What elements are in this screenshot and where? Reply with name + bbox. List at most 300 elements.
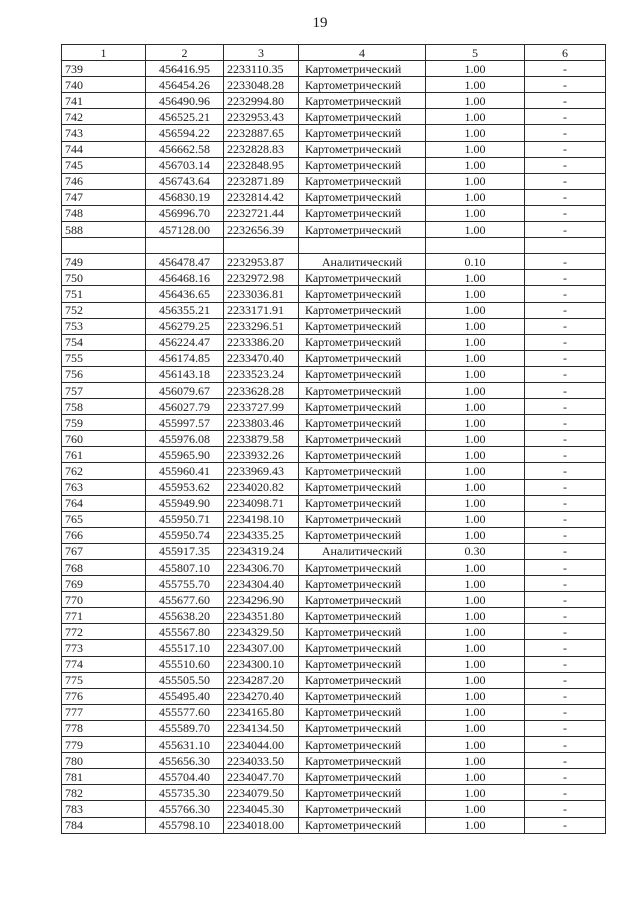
- note-cell: -: [525, 109, 606, 125]
- table-row: [62, 624, 606, 640]
- table-row: [62, 222, 606, 238]
- x-coordinate-cell: 456416.95: [146, 61, 224, 77]
- method-cell: Картометрический: [299, 447, 426, 463]
- note-cell: -: [525, 77, 606, 93]
- point-number-cell: 768: [62, 560, 146, 576]
- note-cell: -: [525, 479, 606, 495]
- y-coordinate-cell: 2233110.35: [224, 61, 299, 77]
- table-row: [62, 463, 606, 479]
- accuracy-cell: 1.00: [426, 527, 525, 543]
- note-cell: -: [525, 222, 606, 238]
- table-row: [62, 318, 606, 334]
- table-row: [62, 125, 606, 141]
- method-cell: Картометрический: [299, 205, 426, 221]
- y-coordinate-cell: 2232953.43: [224, 109, 299, 125]
- point-number-cell: 765: [62, 511, 146, 527]
- table-row: [62, 302, 606, 318]
- accuracy-cell: 1.00: [426, 109, 525, 125]
- y-coordinate-cell: 2234351.80: [224, 608, 299, 624]
- note-cell: -: [525, 592, 606, 608]
- x-coordinate-cell: 456143.18: [146, 366, 224, 382]
- table-row: [62, 495, 606, 511]
- x-coordinate-cell: 455631.10: [146, 737, 224, 753]
- method-cell: Картометрический: [299, 672, 426, 688]
- column-header: 1: [62, 45, 146, 61]
- y-coordinate-cell: 2234020.82: [224, 479, 299, 495]
- method-cell: Картометрический: [299, 157, 426, 173]
- table-row: [62, 141, 606, 157]
- point-number-cell: 749: [62, 254, 146, 270]
- point-number-cell: 782: [62, 785, 146, 801]
- accuracy-cell: 1.00: [426, 737, 525, 753]
- y-coordinate-cell: 2234329.50: [224, 624, 299, 640]
- y-coordinate-cell: 2232953.87: [224, 254, 299, 270]
- x-coordinate-cell: 455950.74: [146, 527, 224, 543]
- note-cell: -: [525, 511, 606, 527]
- point-number-cell: 588: [62, 222, 146, 238]
- column-header: 4: [299, 45, 426, 61]
- point-number-cell: 742: [62, 109, 146, 125]
- table-row: [62, 511, 606, 527]
- method-cell: Картометрический: [299, 350, 426, 366]
- table-row: [62, 608, 606, 624]
- point-number-cell: 774: [62, 656, 146, 672]
- point-number-cell: 780: [62, 753, 146, 769]
- x-coordinate-cell: 456703.14: [146, 157, 224, 173]
- y-coordinate-cell: 2232848.95: [224, 157, 299, 173]
- method-cell: Картометрический: [299, 576, 426, 592]
- y-coordinate-cell: 2233036.81: [224, 286, 299, 302]
- x-coordinate-cell: 455495.40: [146, 688, 224, 704]
- method-cell: Картометрический: [299, 302, 426, 318]
- accuracy-cell: 0.30: [426, 543, 525, 559]
- point-number-cell: 759: [62, 415, 146, 431]
- point-number-cell: 775: [62, 672, 146, 688]
- x-coordinate-cell: 456468.16: [146, 270, 224, 286]
- point-number-cell: 781: [62, 769, 146, 785]
- method-cell: Картометрический: [299, 495, 426, 511]
- point-number-cell: 763: [62, 479, 146, 495]
- note-cell: -: [525, 656, 606, 672]
- method-cell: Картометрический: [299, 527, 426, 543]
- note-cell: -: [525, 173, 606, 189]
- accuracy-cell: 1.00: [426, 656, 525, 672]
- accuracy-cell: 1.00: [426, 61, 525, 77]
- accuracy-cell: 1.00: [426, 720, 525, 736]
- note-cell: -: [525, 495, 606, 511]
- y-coordinate-cell: 2233386.20: [224, 334, 299, 350]
- x-coordinate-cell: 456662.58: [146, 141, 224, 157]
- accuracy-cell: 1.00: [426, 785, 525, 801]
- note-cell: -: [525, 543, 606, 559]
- note-cell: -: [525, 688, 606, 704]
- table-row: [62, 350, 606, 366]
- x-coordinate-cell: 455505.50: [146, 672, 224, 688]
- y-coordinate-cell: 2233296.51: [224, 318, 299, 334]
- x-coordinate-cell: 455798.10: [146, 817, 224, 833]
- accuracy-cell: 1.00: [426, 769, 525, 785]
- x-coordinate-cell: 455755.70: [146, 576, 224, 592]
- y-coordinate-cell: 2233628.28: [224, 382, 299, 398]
- x-coordinate-cell: 456355.21: [146, 302, 224, 318]
- x-coordinate-cell: 456436.65: [146, 286, 224, 302]
- table-row: [62, 399, 606, 415]
- table-row: [62, 640, 606, 656]
- method-cell: Картометрический: [299, 431, 426, 447]
- x-coordinate-cell: 456594.22: [146, 125, 224, 141]
- accuracy-cell: 1.00: [426, 205, 525, 221]
- point-number-cell: 769: [62, 576, 146, 592]
- accuracy-cell: 1.00: [426, 672, 525, 688]
- method-cell: Картометрический: [299, 801, 426, 817]
- point-number-cell: 767: [62, 543, 146, 559]
- point-number-cell: 776: [62, 688, 146, 704]
- y-coordinate-cell: 2233969.43: [224, 463, 299, 479]
- point-number-cell: 746: [62, 173, 146, 189]
- accuracy-cell: 1.00: [426, 270, 525, 286]
- point-number-cell: 772: [62, 624, 146, 640]
- x-coordinate-cell: 455517.10: [146, 640, 224, 656]
- method-cell: Картометрический: [299, 222, 426, 238]
- method-cell: Картометрический: [299, 608, 426, 624]
- point-number-cell: 758: [62, 399, 146, 415]
- y-coordinate-cell: 2232721.44: [224, 205, 299, 221]
- x-coordinate-cell: 455735.30: [146, 785, 224, 801]
- x-coordinate-cell: 455807.10: [146, 560, 224, 576]
- point-number-cell: 755: [62, 350, 146, 366]
- point-number-cell: 750: [62, 270, 146, 286]
- table-row: [62, 254, 606, 270]
- method-cell: Картометрический: [299, 109, 426, 125]
- point-number-cell: 743: [62, 125, 146, 141]
- y-coordinate-cell: 2232887.65: [224, 125, 299, 141]
- table-row: [62, 785, 606, 801]
- x-coordinate-cell: 455950.71: [146, 511, 224, 527]
- y-coordinate-cell: 2234319.24: [224, 543, 299, 559]
- method-cell: [299, 238, 426, 254]
- accuracy-cell: 1.00: [426, 608, 525, 624]
- note-cell: -: [525, 608, 606, 624]
- note-cell: -: [525, 640, 606, 656]
- x-coordinate-cell: 455917.35: [146, 543, 224, 559]
- point-number-cell: 762: [62, 463, 146, 479]
- table-row: [62, 576, 606, 592]
- note-cell: -: [525, 61, 606, 77]
- header-row: [62, 45, 606, 61]
- point-number-cell: 771: [62, 608, 146, 624]
- method-cell: Картометрический: [299, 318, 426, 334]
- table-row: [62, 447, 606, 463]
- y-coordinate-cell: 2233803.46: [224, 415, 299, 431]
- x-coordinate-cell: 456279.25: [146, 318, 224, 334]
- note-cell: -: [525, 463, 606, 479]
- note-cell: -: [525, 624, 606, 640]
- table-row: [62, 189, 606, 205]
- y-coordinate-cell: 2234300.10: [224, 656, 299, 672]
- accuracy-cell: 1.00: [426, 125, 525, 141]
- y-coordinate-cell: 2233879.58: [224, 431, 299, 447]
- accuracy-cell: 1.00: [426, 318, 525, 334]
- note-cell: -: [525, 785, 606, 801]
- y-coordinate-cell: 2234165.80: [224, 704, 299, 720]
- accuracy-cell: 1.00: [426, 447, 525, 463]
- y-coordinate-cell: 2234045.30: [224, 801, 299, 817]
- accuracy-cell: 1.00: [426, 463, 525, 479]
- x-coordinate-cell: 455960.41: [146, 463, 224, 479]
- y-coordinate-cell: 2234287.20: [224, 672, 299, 688]
- accuracy-cell: 1.00: [426, 592, 525, 608]
- x-coordinate-cell: 455567.80: [146, 624, 224, 640]
- method-cell: Картометрический: [299, 704, 426, 720]
- accuracy-cell: 1.00: [426, 640, 525, 656]
- y-coordinate-cell: 2233523.24: [224, 366, 299, 382]
- method-cell: Картометрический: [299, 141, 426, 157]
- column-header: 5: [426, 45, 525, 61]
- point-number-cell: 747: [62, 189, 146, 205]
- note-cell: -: [525, 350, 606, 366]
- accuracy-cell: 0.10: [426, 254, 525, 270]
- method-cell: Картометрический: [299, 125, 426, 141]
- method-cell: Картометрический: [299, 511, 426, 527]
- accuracy-cell: 1.00: [426, 334, 525, 350]
- y-coordinate-cell: 2232656.39: [224, 222, 299, 238]
- x-coordinate-cell: 455965.90: [146, 447, 224, 463]
- x-coordinate-cell: 455953.62: [146, 479, 224, 495]
- x-coordinate-cell: 455997.57: [146, 415, 224, 431]
- y-coordinate-cell: 2234033.50: [224, 753, 299, 769]
- note-cell: -: [525, 704, 606, 720]
- accuracy-cell: 1.00: [426, 173, 525, 189]
- method-cell: Картометрический: [299, 817, 426, 833]
- y-coordinate-cell: 2234018.00: [224, 817, 299, 833]
- accuracy-cell: 1.00: [426, 77, 525, 93]
- point-number-cell: 761: [62, 447, 146, 463]
- method-cell: Картометрический: [299, 753, 426, 769]
- x-coordinate-cell: 455638.20: [146, 608, 224, 624]
- table-row: [62, 109, 606, 125]
- table-row: [62, 205, 606, 221]
- x-coordinate-cell: 456525.21: [146, 109, 224, 125]
- point-number-cell: 770: [62, 592, 146, 608]
- note-cell: -: [525, 318, 606, 334]
- coordinates-table: [61, 44, 606, 834]
- note-cell: -: [525, 801, 606, 817]
- method-cell: Картометрический: [299, 286, 426, 302]
- column-header: 3: [224, 45, 299, 61]
- x-coordinate-cell: 456454.26: [146, 77, 224, 93]
- note-cell: -: [525, 382, 606, 398]
- note-cell: -: [525, 576, 606, 592]
- note-cell: -: [525, 157, 606, 173]
- method-cell: Картометрический: [299, 640, 426, 656]
- method-cell: Аналитический: [299, 254, 426, 270]
- x-coordinate-cell: 456478.47: [146, 254, 224, 270]
- note-cell: -: [525, 431, 606, 447]
- accuracy-cell: 1.00: [426, 479, 525, 495]
- accuracy-cell: 1.00: [426, 366, 525, 382]
- table-row: [62, 543, 606, 559]
- point-number-cell: [62, 238, 146, 254]
- method-cell: Картометрический: [299, 479, 426, 495]
- note-cell: [525, 238, 606, 254]
- y-coordinate-cell: 2233048.28: [224, 77, 299, 93]
- note-cell: -: [525, 366, 606, 382]
- method-cell: Картометрический: [299, 560, 426, 576]
- method-cell: Картометрический: [299, 415, 426, 431]
- method-cell: Картометрический: [299, 334, 426, 350]
- y-coordinate-cell: 2234270.40: [224, 688, 299, 704]
- table-row: [62, 720, 606, 736]
- note-cell: -: [525, 125, 606, 141]
- y-coordinate-cell: 2232972.98: [224, 270, 299, 286]
- table-body: [62, 61, 606, 834]
- x-coordinate-cell: 457128.00: [146, 222, 224, 238]
- method-cell: Картометрический: [299, 382, 426, 398]
- table-row: [62, 592, 606, 608]
- y-coordinate-cell: 2233932.26: [224, 447, 299, 463]
- table-row: [62, 688, 606, 704]
- y-coordinate-cell: 2234047.70: [224, 769, 299, 785]
- method-cell: Аналитический: [299, 543, 426, 559]
- point-number-cell: 751: [62, 286, 146, 302]
- point-number-cell: 740: [62, 77, 146, 93]
- accuracy-cell: 1.00: [426, 382, 525, 398]
- accuracy-cell: 1.00: [426, 817, 525, 833]
- note-cell: -: [525, 334, 606, 350]
- x-coordinate-cell: 455704.40: [146, 769, 224, 785]
- method-cell: Картометрический: [299, 463, 426, 479]
- table-row: [62, 61, 606, 77]
- note-cell: -: [525, 141, 606, 157]
- accuracy-cell: 1.00: [426, 688, 525, 704]
- table-row: [62, 737, 606, 753]
- point-number-cell: 783: [62, 801, 146, 817]
- x-coordinate-cell: 456996.70: [146, 205, 224, 221]
- accuracy-cell: 1.00: [426, 189, 525, 205]
- table-row: [62, 157, 606, 173]
- method-cell: Картометрический: [299, 77, 426, 93]
- table-row: [62, 431, 606, 447]
- x-coordinate-cell: 455976.08: [146, 431, 224, 447]
- note-cell: -: [525, 720, 606, 736]
- note-cell: -: [525, 737, 606, 753]
- x-coordinate-cell: 455577.60: [146, 704, 224, 720]
- separator-row: [62, 238, 606, 254]
- accuracy-cell: 1.00: [426, 431, 525, 447]
- accuracy-cell: 1.00: [426, 624, 525, 640]
- note-cell: -: [525, 205, 606, 221]
- page-number: 19: [312, 15, 328, 31]
- y-coordinate-cell: 2234079.50: [224, 785, 299, 801]
- method-cell: Картометрический: [299, 189, 426, 205]
- x-coordinate-cell: 455589.70: [146, 720, 224, 736]
- x-coordinate-cell: [146, 238, 224, 254]
- method-cell: Картометрический: [299, 399, 426, 415]
- y-coordinate-cell: 2234306.70: [224, 560, 299, 576]
- x-coordinate-cell: 456490.96: [146, 93, 224, 109]
- accuracy-cell: 1.00: [426, 576, 525, 592]
- table-row: [62, 656, 606, 672]
- table-row: [62, 769, 606, 785]
- x-coordinate-cell: 456079.67: [146, 382, 224, 398]
- accuracy-cell: 1.00: [426, 704, 525, 720]
- table-row: [62, 801, 606, 817]
- x-coordinate-cell: 456027.79: [146, 399, 224, 415]
- note-cell: -: [525, 286, 606, 302]
- accuracy-cell: 1.00: [426, 157, 525, 173]
- table-row: [62, 753, 606, 769]
- point-number-cell: 777: [62, 704, 146, 720]
- x-coordinate-cell: 456830.19: [146, 189, 224, 205]
- method-cell: Картометрический: [299, 270, 426, 286]
- method-cell: Картометрический: [299, 769, 426, 785]
- note-cell: -: [525, 415, 606, 431]
- x-coordinate-cell: 455510.60: [146, 656, 224, 672]
- note-cell: -: [525, 270, 606, 286]
- table-row: [62, 270, 606, 286]
- point-number-cell: 784: [62, 817, 146, 833]
- method-cell: Картометрический: [299, 688, 426, 704]
- x-coordinate-cell: 456224.47: [146, 334, 224, 350]
- y-coordinate-cell: 2233727.99: [224, 399, 299, 415]
- note-cell: -: [525, 753, 606, 769]
- y-coordinate-cell: 2234198.10: [224, 511, 299, 527]
- y-coordinate-cell: 2234044.00: [224, 737, 299, 753]
- point-number-cell: 754: [62, 334, 146, 350]
- y-coordinate-cell: 2233470.40: [224, 350, 299, 366]
- point-number-cell: 760: [62, 431, 146, 447]
- y-coordinate-cell: 2233171.91: [224, 302, 299, 318]
- y-coordinate-cell: 2234335.25: [224, 527, 299, 543]
- accuracy-cell: 1.00: [426, 302, 525, 318]
- point-number-cell: 764: [62, 495, 146, 511]
- table-row: [62, 77, 606, 93]
- table-row: [62, 173, 606, 189]
- accuracy-cell: 1.00: [426, 399, 525, 415]
- point-number-cell: 766: [62, 527, 146, 543]
- y-coordinate-cell: 2234296.90: [224, 592, 299, 608]
- point-number-cell: 745: [62, 157, 146, 173]
- accuracy-cell: 1.00: [426, 560, 525, 576]
- table-row: [62, 527, 606, 543]
- accuracy-cell: 1.00: [426, 801, 525, 817]
- note-cell: -: [525, 672, 606, 688]
- y-coordinate-cell: 2234307.00: [224, 640, 299, 656]
- table-row: [62, 366, 606, 382]
- x-coordinate-cell: 455949.90: [146, 495, 224, 511]
- x-coordinate-cell: 455766.30: [146, 801, 224, 817]
- accuracy-cell: 1.00: [426, 415, 525, 431]
- point-number-cell: 741: [62, 93, 146, 109]
- accuracy-cell: 1.00: [426, 222, 525, 238]
- point-number-cell: 779: [62, 737, 146, 753]
- note-cell: -: [525, 254, 606, 270]
- x-coordinate-cell: 455677.60: [146, 592, 224, 608]
- method-cell: Картометрический: [299, 785, 426, 801]
- point-number-cell: 744: [62, 141, 146, 157]
- y-coordinate-cell: 2234098.71: [224, 495, 299, 511]
- x-coordinate-cell: 455656.30: [146, 753, 224, 769]
- point-number-cell: 756: [62, 366, 146, 382]
- point-number-cell: 753: [62, 318, 146, 334]
- accuracy-cell: 1.00: [426, 511, 525, 527]
- table-row: [62, 817, 606, 833]
- y-coordinate-cell: 2232994.80: [224, 93, 299, 109]
- method-cell: Картометрический: [299, 624, 426, 640]
- method-cell: Картометрический: [299, 592, 426, 608]
- method-cell: Картометрический: [299, 720, 426, 736]
- accuracy-cell: 1.00: [426, 286, 525, 302]
